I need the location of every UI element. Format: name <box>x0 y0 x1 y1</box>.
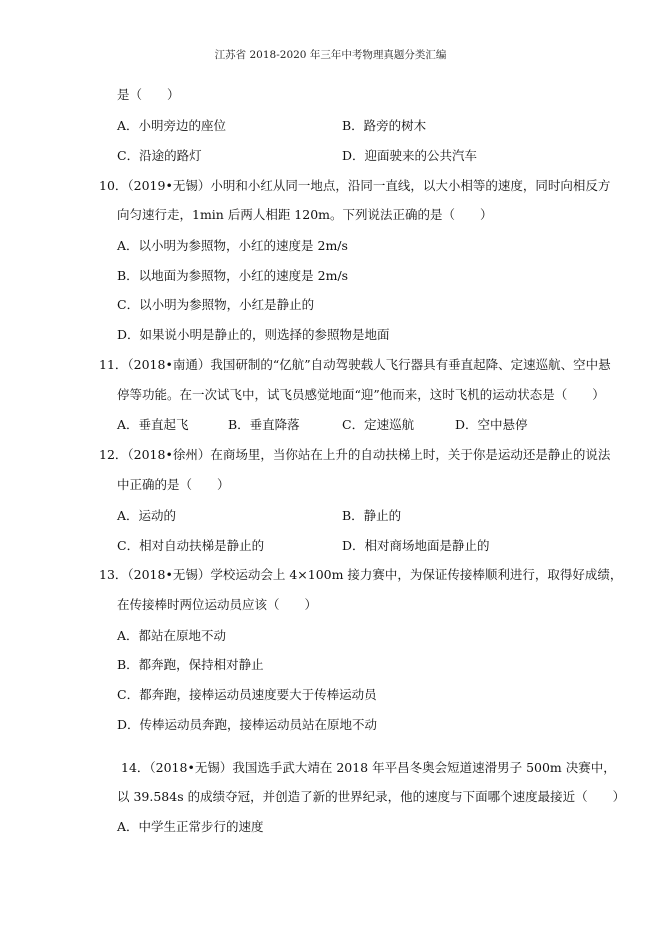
q11-option-d: D．空中悬停 <box>455 417 528 432</box>
q14-stem-line2: 以 39.584s 的成绩夺冠，并创造了新的世界纪录，他的速度与下面哪个速度最接近（ ） <box>117 789 626 804</box>
q11-stem-line1: 11．（2018•南通）我国研制的“亿航”自动驾驶载人飞行器具有垂直起降、定速巡航、空中悬 <box>99 357 611 372</box>
page-header-title: 江苏省 2018-2020 年三年中考物理真题分类汇编 <box>214 49 447 61</box>
q9-option-c: C．沿途的路灯 <box>117 148 202 163</box>
q10-stem-line2: 向匀速行走，1min 后两人相距 120m。下列说法正确的是（ ） <box>117 207 493 222</box>
q13-option-d: D．传棒运动员奔跑，接棒运动员站在原地不动 <box>117 717 378 732</box>
q10-option-c: C．以小明为参照物，小红是静止的 <box>117 297 315 312</box>
q10-option-b: B．以地面为参照物，小红的速度是 2m/s <box>117 268 349 283</box>
q13-stem-line2: 在传接棒时两位运动员应该（ ） <box>117 597 318 612</box>
q11-option-a: A．垂直起飞 <box>117 417 189 432</box>
q10-option-d: D．如果说小明是静止的，则选择的参照物是地面 <box>117 327 390 342</box>
q13-option-c: C．都奔跑，接棒运动员速度要大于传棒运动员 <box>117 687 377 702</box>
q12-option-b: B．静止的 <box>342 508 402 523</box>
q10-stem-line1: 10．（2019•无锡）小明和小红从同一地点，沿同一直线，以大小相等的速度，同时向相反方 <box>99 178 611 193</box>
q13-option-b: B．都奔跑，保持相对静止 <box>117 657 264 672</box>
q11-option-b: B．垂直降落 <box>228 417 300 432</box>
q11-option-c: C．定速巡航 <box>342 417 415 432</box>
q12-option-a: A．运动的 <box>117 508 177 523</box>
q12-option-c: C．相对自动扶梯是静止的 <box>117 538 265 553</box>
q9-option-b: B．路旁的树木 <box>342 118 427 133</box>
q11-stem-line2: 停等功能。在一次试飞中，试飞员感觉地面“迎”他而来，这时飞机的运动状态是（ ） <box>117 387 605 402</box>
q12-option-d: D．相对商场地面是静止的 <box>342 538 490 553</box>
q14-option-a: A．中学生正常步行的速度 <box>117 819 264 834</box>
q10-option-a: A．以小明为参照物，小红的速度是 2m/s <box>117 238 348 253</box>
q9-stem-end: 是（ ） <box>117 87 180 102</box>
q12-stem-line2: 中正确的是（ ） <box>117 477 230 492</box>
q13-stem-line1: 13．（2018•无锡）学校运动会上 4×100m 接力赛中，为保证传接棒顺利进行，取得好成绩， <box>99 567 623 582</box>
q9-option-d: D．迎面驶来的公共汽车 <box>342 148 478 163</box>
q13-option-a: A．都站在原地不动 <box>117 628 227 643</box>
q12-stem-line1: 12．（2018•徐州）在商场里，当你站在上升的自动扶梯上时，关于你是运动还是静止的说法 <box>99 447 611 462</box>
q14-stem-line1: 14．（2018•无锡）我国选手武大靖在 2018 年平昌冬奥会短道速滑男子 500m 决赛中， <box>121 760 616 775</box>
q9-option-a: A．小明旁边的座位 <box>117 118 227 133</box>
